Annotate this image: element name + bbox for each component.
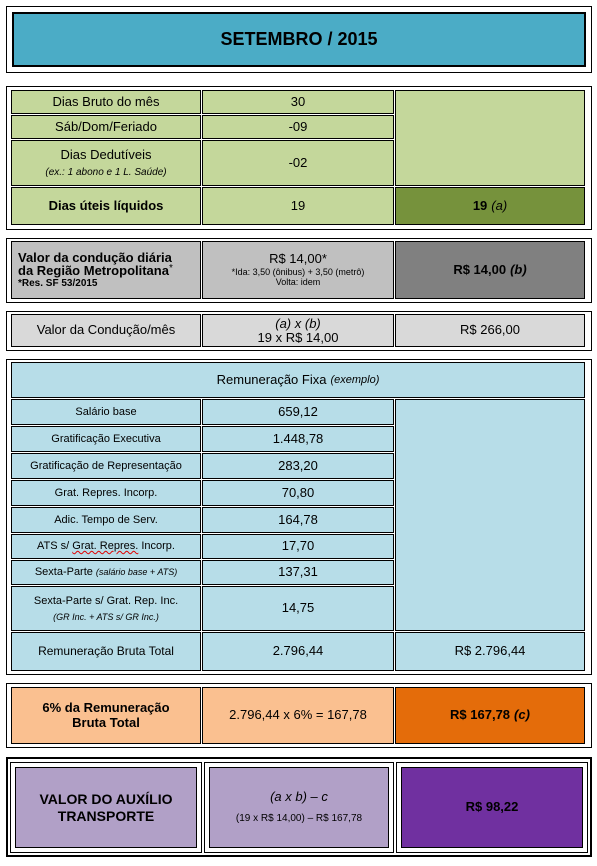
dias-uteis-value: [202, 187, 394, 225]
remuneracao-ats-prefix: ATS s/: [37, 540, 73, 553]
conducao-mes-result-value: R$ 266,00: [460, 322, 520, 338]
remuneracao-sexta-gr-label-text: Sexta-Parte s/ Grat. Rep. Inc.: [33, 594, 179, 607]
seis-pct-result-tag: (c): [514, 707, 530, 723]
conducao-diaria-note2: Volta: idem: [275, 277, 321, 288]
dias-feriado-label-text: Sáb/Dom/Feriado: [55, 118, 157, 134]
remuneracao-row-value-text: 659,12: [278, 403, 318, 419]
remuneracao-row-value: [202, 399, 394, 425]
seis-pct-label-line1: 6% da Remuneração: [42, 699, 170, 715]
remuneracao-row-label: [11, 507, 201, 533]
conducao-mes-label: [11, 314, 201, 347]
auxilio-result: [401, 767, 583, 848]
conducao-diaria-asterisk: *: [168, 263, 173, 275]
auxilio-formula-line1: (a x b) – c: [270, 789, 328, 805]
remuneracao-total-result: [395, 632, 585, 671]
dias-uteis-result: [395, 187, 585, 225]
conducao-diaria-res-note: *Res. SF 53/2015: [18, 277, 98, 289]
dias-bruto-label-text: Dias Bruto do mês: [52, 93, 160, 109]
remuneracao-header-note: (exemplo): [330, 373, 380, 386]
dias-uteis-label-text: Dias úteis líquidos: [48, 197, 164, 213]
remuneracao-row-label: [11, 399, 201, 425]
conducao-mes-label-text: Valor da Condução/mês: [36, 322, 176, 338]
dias-dedutiveis-value: [202, 140, 394, 186]
remuneracao-ats-value-text: 17,70: [281, 538, 315, 554]
conducao-diaria-result-value: R$ 14,00: [453, 261, 507, 277]
auxilio-label-line1: VALOR DO AUXÍLIO: [39, 791, 173, 808]
dias-uteis-result-value: 19: [472, 197, 488, 213]
remuneracao-row-label-text: Adic. Tempo de Serv.: [54, 513, 158, 526]
dias-feriado-value: [202, 115, 394, 139]
conducao-mes-result: [395, 314, 585, 347]
remuneracao-row-label-text: Gratificação de Representação: [30, 459, 182, 472]
dias-uteis-result-tag: (a): [491, 197, 508, 213]
remuneracao-row-value: [202, 453, 394, 479]
remuneracao-header-text: Remuneração Fixa: [216, 371, 327, 387]
dias-uteis-value-text: 19: [290, 197, 306, 213]
remuneracao-ats-squiggle: Grat. Repres.: [72, 540, 139, 553]
conducao-mes-formula-line1: (a) x (b): [275, 315, 321, 331]
remuneracao-sexta-gr-value: [202, 586, 394, 631]
seis-pct-result-value: R$ 167,78: [450, 707, 511, 723]
dias-dedutiveis-value-text: -02: [288, 154, 308, 170]
remuneracao-ats-value: [202, 534, 394, 559]
remuneracao-ats-label: [11, 534, 201, 559]
remuneracao-row-label: [11, 426, 201, 452]
remuneracao-row-value: [202, 507, 394, 533]
remuneracao-result-empty: [395, 399, 585, 631]
dias-dedutiveis-note: (ex.: 1 abono e 1 L. Saúde): [45, 166, 167, 178]
auxilio-formula-line2: (19 x R$ 14,00) – R$ 167,78: [235, 813, 363, 825]
conducao-diaria-result: [395, 241, 585, 299]
remuneracao-sexta-gr-label: [11, 586, 201, 631]
remuneracao-total-value-text: 2.796,44: [272, 643, 324, 659]
seis-pct-formula: [202, 687, 394, 744]
seis-pct-formula-text: 2.796,44 x 6% = 167,78: [229, 707, 367, 723]
page-title: [12, 12, 586, 67]
conducao-diaria-label: [11, 241, 201, 299]
remuneracao-row-label-text: Salário base: [75, 405, 137, 418]
conducao-diaria-label-line2: da Região Metropolitana: [18, 263, 169, 279]
dias-feriado-label: [11, 115, 201, 139]
remuneracao-total-value: [202, 632, 394, 671]
remuneracao-sexta-gr-note: (GR Inc. + ATS s/ GR Inc.): [53, 612, 159, 623]
dias-bruto-value-text: 30: [290, 93, 306, 109]
dias-dedutiveis-label: [11, 140, 201, 186]
remuneracao-row-label-text: Gratificação Executiva: [51, 432, 161, 445]
remuneracao-row-value-text: 283,20: [278, 457, 318, 473]
dias-dedutiveis-label-text: Dias Dedutíveis: [60, 146, 152, 162]
remuneracao-sexta-gr-value-text: 14,75: [281, 600, 315, 616]
remuneracao-row-value: [202, 480, 394, 506]
remuneracao-row-label: [11, 453, 201, 479]
conducao-mes-formula: [202, 314, 394, 347]
remuneracao-row-value-text: 70,80: [281, 484, 315, 500]
dias-uteis-label: [11, 187, 201, 225]
remuneracao-row-value-text: 1.448,78: [272, 430, 324, 446]
seis-pct-label: [11, 687, 201, 744]
remuneracao-sexta-label-text: Sexta-Parte: [34, 566, 93, 579]
conducao-diaria-value-text: R$ 14,00*: [269, 251, 327, 267]
conducao-diaria-value: [202, 241, 394, 299]
remuneracao-sexta-value-text: 137,31: [278, 564, 318, 580]
remuneracao-sexta-label: [11, 560, 201, 585]
auxilio-label: [15, 767, 197, 848]
remuneracao-row-value-text: 164,78: [278, 511, 318, 527]
seis-pct-result: [395, 687, 585, 744]
remuneracao-sexta-value: [202, 560, 394, 585]
remuneracao-total-label-text: Remuneração Bruta Total: [38, 643, 174, 658]
dias-feriado-value-text: -09: [288, 118, 308, 134]
seis-pct-label-line2: Bruta Total: [72, 714, 140, 730]
auxilio-formula: [209, 767, 389, 848]
remuneracao-total-result-value: R$ 2.796,44: [454, 643, 526, 659]
page-title-text: SETEMBRO / 2015: [220, 29, 378, 50]
remuneracao-sexta-note: (salário base + ATS): [95, 567, 178, 578]
auxilio-label-line2: TRANSPORTE: [57, 807, 155, 824]
auxilio-result-value: R$ 98,22: [465, 799, 519, 815]
conducao-diaria-result-tag: (b): [510, 261, 527, 277]
conducao-diaria-label-line1: Valor da condução diária: [18, 249, 172, 265]
dias-bruto-label: [11, 90, 201, 114]
remuneracao-total-label: [11, 632, 201, 671]
remuneracao-row-label: [11, 480, 201, 506]
conducao-diaria-note1: *Ida: 3,50 (ônibus) + 3,50 (metrô): [231, 267, 365, 278]
dias-result-empty: [395, 90, 585, 186]
conducao-mes-formula-line2: 19 x R$ 14,00: [257, 329, 339, 345]
remuneracao-header: [11, 362, 585, 398]
dias-bruto-value: [202, 90, 394, 114]
remuneracao-ats-suffix: Incorp.: [138, 540, 175, 553]
remuneracao-row-label-text: Grat. Repres. Incorp.: [54, 486, 158, 499]
remuneracao-row-value: [202, 426, 394, 452]
